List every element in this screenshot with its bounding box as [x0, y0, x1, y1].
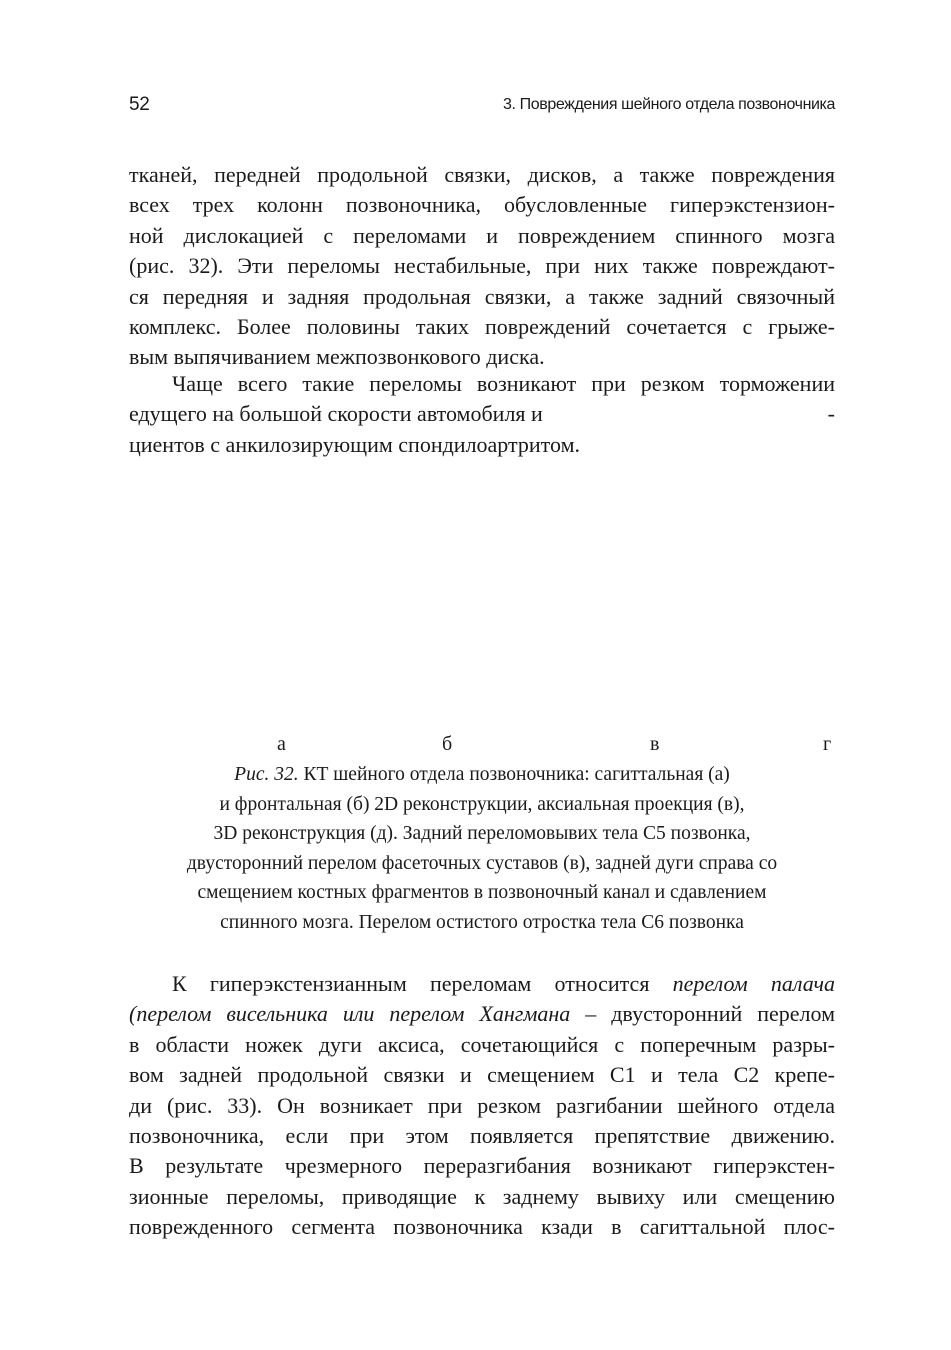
caption-line: двусторонний перелом фасеточных суставов (в), задней дуги справа со — [186, 852, 778, 874]
paragraph-line — [129, 999, 835, 1029]
figure-panel-labels — [129, 733, 835, 757]
panel-label-v: в — [650, 733, 660, 755]
caption-line: смещением костных фрагментов в позвоночный канал и сдавлением — [197, 882, 767, 903]
caption-line — [100, 760, 864, 790]
paragraph-line: ной дислокацией с переломами и повреждением спинного мозга — [129, 222, 835, 248]
paragraph-line: поврежденного сегмента позвоночника кзади в сагиттальной плос- — [129, 1214, 835, 1240]
paragraph-line-left: едущего на большой скорости автомобиля и — [129, 401, 543, 427]
caption-text: КТ шейного отдела позвоночника: сагиттальная (а) — [298, 764, 730, 785]
paragraph-line: всех трех колонн позвоночника, обусловленные гиперэкстензион- — [129, 192, 835, 218]
italic-term: перелом палача — [672, 971, 835, 996]
page-number: 52 — [129, 94, 150, 115]
paragraph-2 — [129, 369, 835, 460]
italic-term: (перелом висельника или перелом Хангмана — [129, 1001, 571, 1027]
caption-label: Рис. 32. — [234, 764, 299, 785]
panel-label-a: а — [277, 733, 286, 755]
paragraph-line: в области ножек дуги аксиса, сочетающийся с поперечным разры- — [129, 1031, 835, 1057]
paragraph-line — [129, 399, 835, 429]
paragraph-3 — [129, 969, 835, 1243]
paragraph-line: ди (рис. 33). Он возникает при резком разгибании шейного отдела — [129, 1092, 835, 1118]
paragraph-line: тканей, передней продольной связки, дисков, а также повреждения — [129, 162, 835, 187]
caption-line: спинного мозга. Перелом остистого отростка тела С6 позвонка — [220, 911, 744, 933]
panel-label-b: б — [442, 733, 453, 755]
paragraph-text: – двусторонний перелом — [570, 1001, 836, 1027]
paragraph-line: вом задней продольной связки и смещением С1 и тела С2 крепе- — [129, 1062, 835, 1088]
paragraph-line — [129, 969, 835, 999]
running-head: 3. Повреждения шейного отдела позвоночника — [503, 96, 835, 113]
paragraph-line: ся передняя и задняя продольная связки, а также задний связочный — [129, 283, 835, 309]
paragraph-1 — [129, 160, 835, 373]
paragraph-line: циентов с анкилозирующим спондилоартритом. — [129, 431, 580, 457]
paragraph-line: зионные переломы, приводящие к заднему вывиху или смещению — [129, 1183, 835, 1209]
paragraph-line: позвоночника, если при этом появляется препятствие движению. — [129, 1122, 835, 1148]
figure-caption — [100, 760, 864, 937]
paragraph-line-right: - — [827, 401, 835, 427]
paragraph-line: Чаще всего такие переломы возникают при резком торможении — [172, 371, 835, 396]
paragraph-line: комплекс. Более половины таких повреждений сочетается с грыже- — [129, 313, 835, 339]
paragraph-line: (рис. 32). Эти переломы нестабильные, при них также повреждают- — [129, 253, 835, 279]
panel-label-g: г — [823, 733, 832, 755]
paragraph-line: В результате чрезмерного переразгибания возникают гиперэкстен- — [129, 1153, 835, 1179]
paragraph-line: вым выпячиванием межпозвонкового диска. — [129, 344, 545, 370]
paragraph-text: К гиперэкстензианным переломам относится — [172, 971, 673, 996]
caption-line: 3D реконструкция (д). Задний переломовывих тела С5 позвонка, — [213, 823, 751, 844]
caption-line: и фронтальная (б) 2D реконструкции, аксиальная проекция (в), — [219, 793, 745, 815]
